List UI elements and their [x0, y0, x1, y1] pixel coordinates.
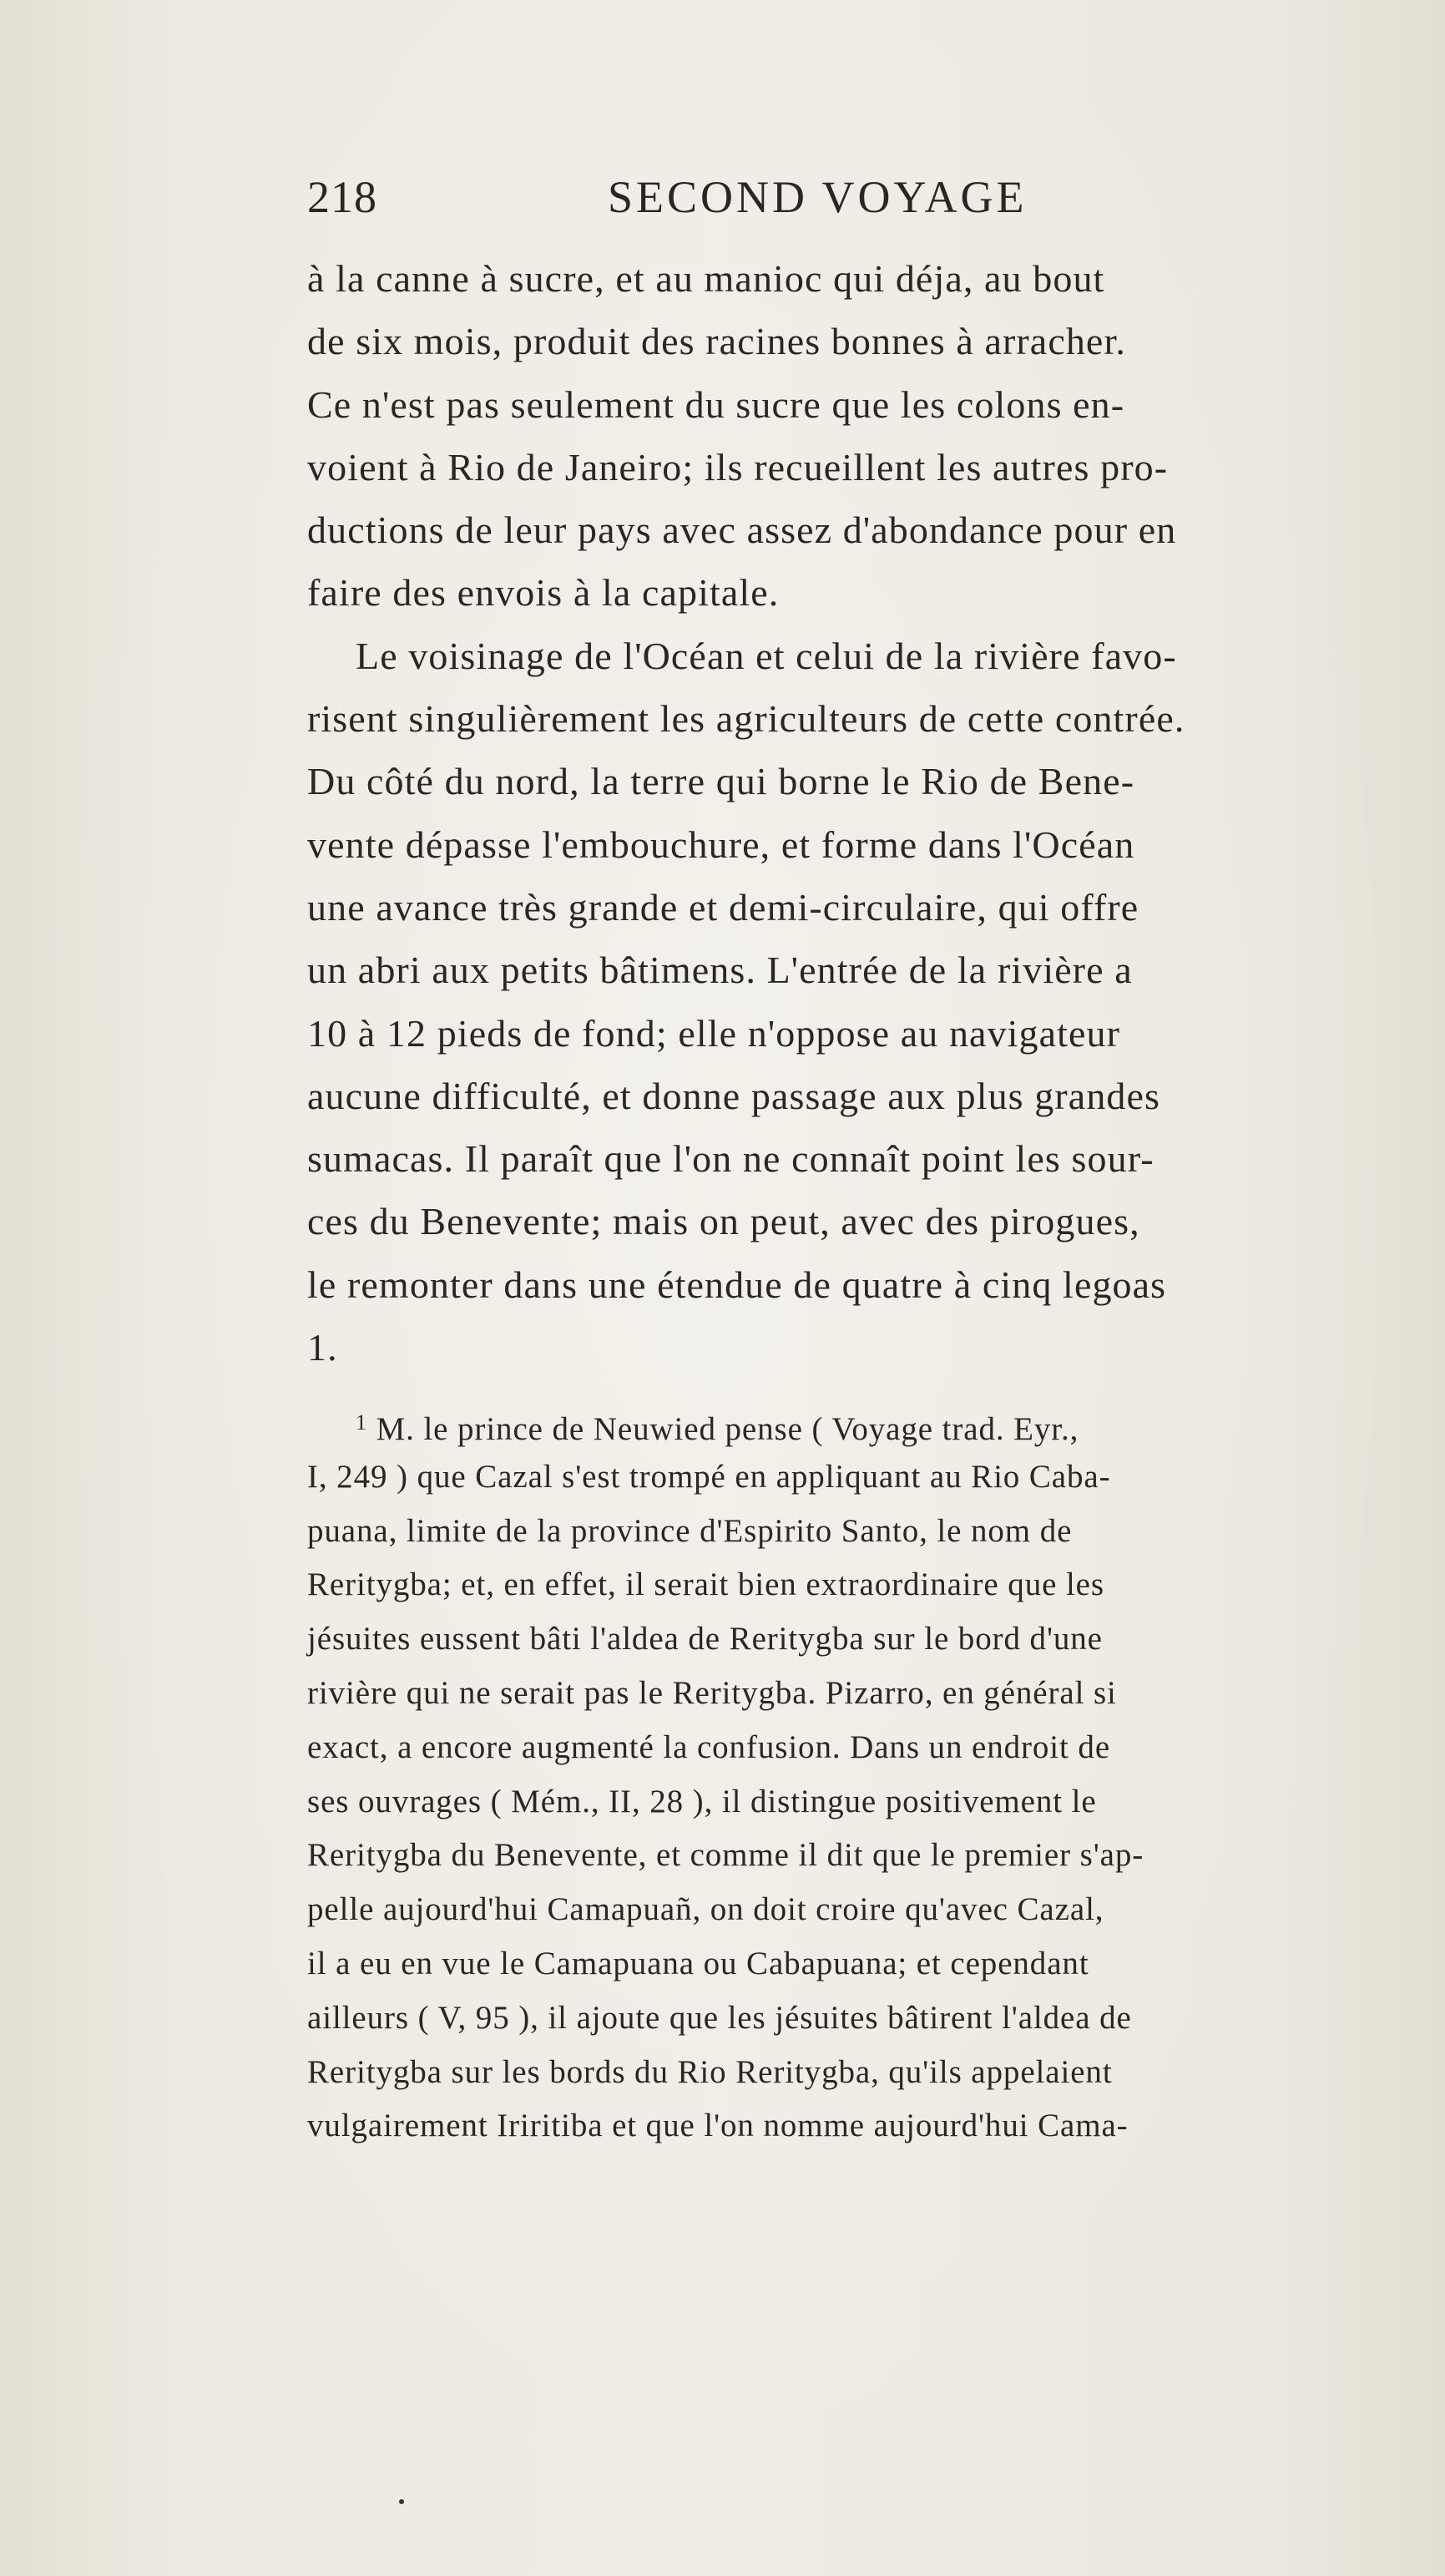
body-line: aucune difficulté, et donne passage aux plus grandes [307, 1074, 1161, 1117]
footnote-line: pelle aujourd'hui Camapuañ, on doit croire qu'avec Cazal, [307, 1891, 1104, 1928]
footnote-line: ses ouvrages ( Mém., II, 28 ), il distingue positivement le [307, 1783, 1097, 1819]
footnote-line: Reritygba du Benevente, et comme il dit que le premier s'ap- [307, 1837, 1144, 1874]
footnote-text: M. le prince de Neuwied pense ( Voyage trad. Eyr., [376, 1411, 1079, 1447]
footnote-line: il a eu en vue le Camapuana ou Cabapuana; et cependant [307, 1945, 1089, 1981]
body-line: ductions de leur pays avec assez d'abondance pour en [307, 509, 1177, 552]
page-number: 218 [307, 172, 377, 222]
footnote-line: Reritygba sur les bords du Rio Reritygba, qu'ils appelaient [307, 2053, 1113, 2090]
footnote-line: rivière qui ne serait pas le Reritygba. Pizarro, en général si [307, 1674, 1117, 1711]
body-text [307, 247, 1439, 1379]
footnote-line: puana, limite de la province d'Espirito Santo, le nom de [307, 1512, 1073, 1549]
footnote-line: vulgairement Iriritiba et que l'on nomme aujourd'hui Cama- [307, 2108, 1129, 2144]
footnote-line: jésuites eussent bâti l'aldea de Reritygba sur le bord d'une [307, 1621, 1103, 1657]
running-head [307, 171, 1114, 230]
body-line: Ce n'est pas seulement du sucre que les colons en- [307, 382, 1125, 426]
body-line: à la canne à sucre, et au manioc qui déja, au bout [307, 257, 1105, 300]
body-line: le remonter dans une étendue de quatre à cinq legoas [307, 1263, 1167, 1306]
body-line: un abri aux petits bâtimens. L'entrée de la rivière a [307, 949, 1133, 992]
footnote-line: Reritygba; et, en effet, il serait bien extraordinaire que les [307, 1566, 1104, 1603]
body-line: Du côté du nord, la terre qui borne le Rio de Bene- [307, 760, 1135, 803]
footnote-line: ailleurs ( V, 95 ), il ajoute que les jésuites bâtirent l'aldea de [307, 1999, 1132, 2036]
body-line: Le voisinage de l'Océan et celui de la rivière favo- [356, 634, 1177, 677]
body-line: vente dépasse l'embouchure, et forme dans l'Océan [307, 822, 1135, 866]
body-line: de six mois, produit des racines bonnes à arracher. [307, 320, 1126, 363]
body-line: une avance très grande et demi-circulaire, qui offre [307, 885, 1139, 929]
body-line: sumacas. Il paraît que l'on ne connaît point les sour- [307, 1137, 1154, 1181]
running-title: SECOND VOYAGE [608, 172, 1028, 222]
body-line: voient à Rio de Janeiro; ils recueillent les autres pro- [307, 445, 1169, 488]
ink-speck [399, 2499, 404, 2504]
footnote-marker: 1 [356, 1410, 367, 1435]
body-line: ces du Benevente; mais on peut, avec des pirogues, [307, 1200, 1140, 1243]
body-line: 1. [307, 1326, 338, 1369]
body-line: faire des envois à la capitale. [307, 571, 780, 615]
body-line: risent singulièrement les agriculteurs de cette contrée. [307, 697, 1185, 741]
footnote [307, 1396, 1439, 2153]
body-line: 10 à 12 pieds de fond; elle n'oppose au navigateur [307, 1011, 1121, 1055]
footnote-line [307, 1396, 1439, 1450]
footnote-line: exact, a encore augmenté la confusion. Dans un endroit de [307, 1728, 1111, 1765]
footnote-line: I, 249 ) que Cazal s'est trompé en appliquant au Rio Caba- [307, 1458, 1111, 1495]
